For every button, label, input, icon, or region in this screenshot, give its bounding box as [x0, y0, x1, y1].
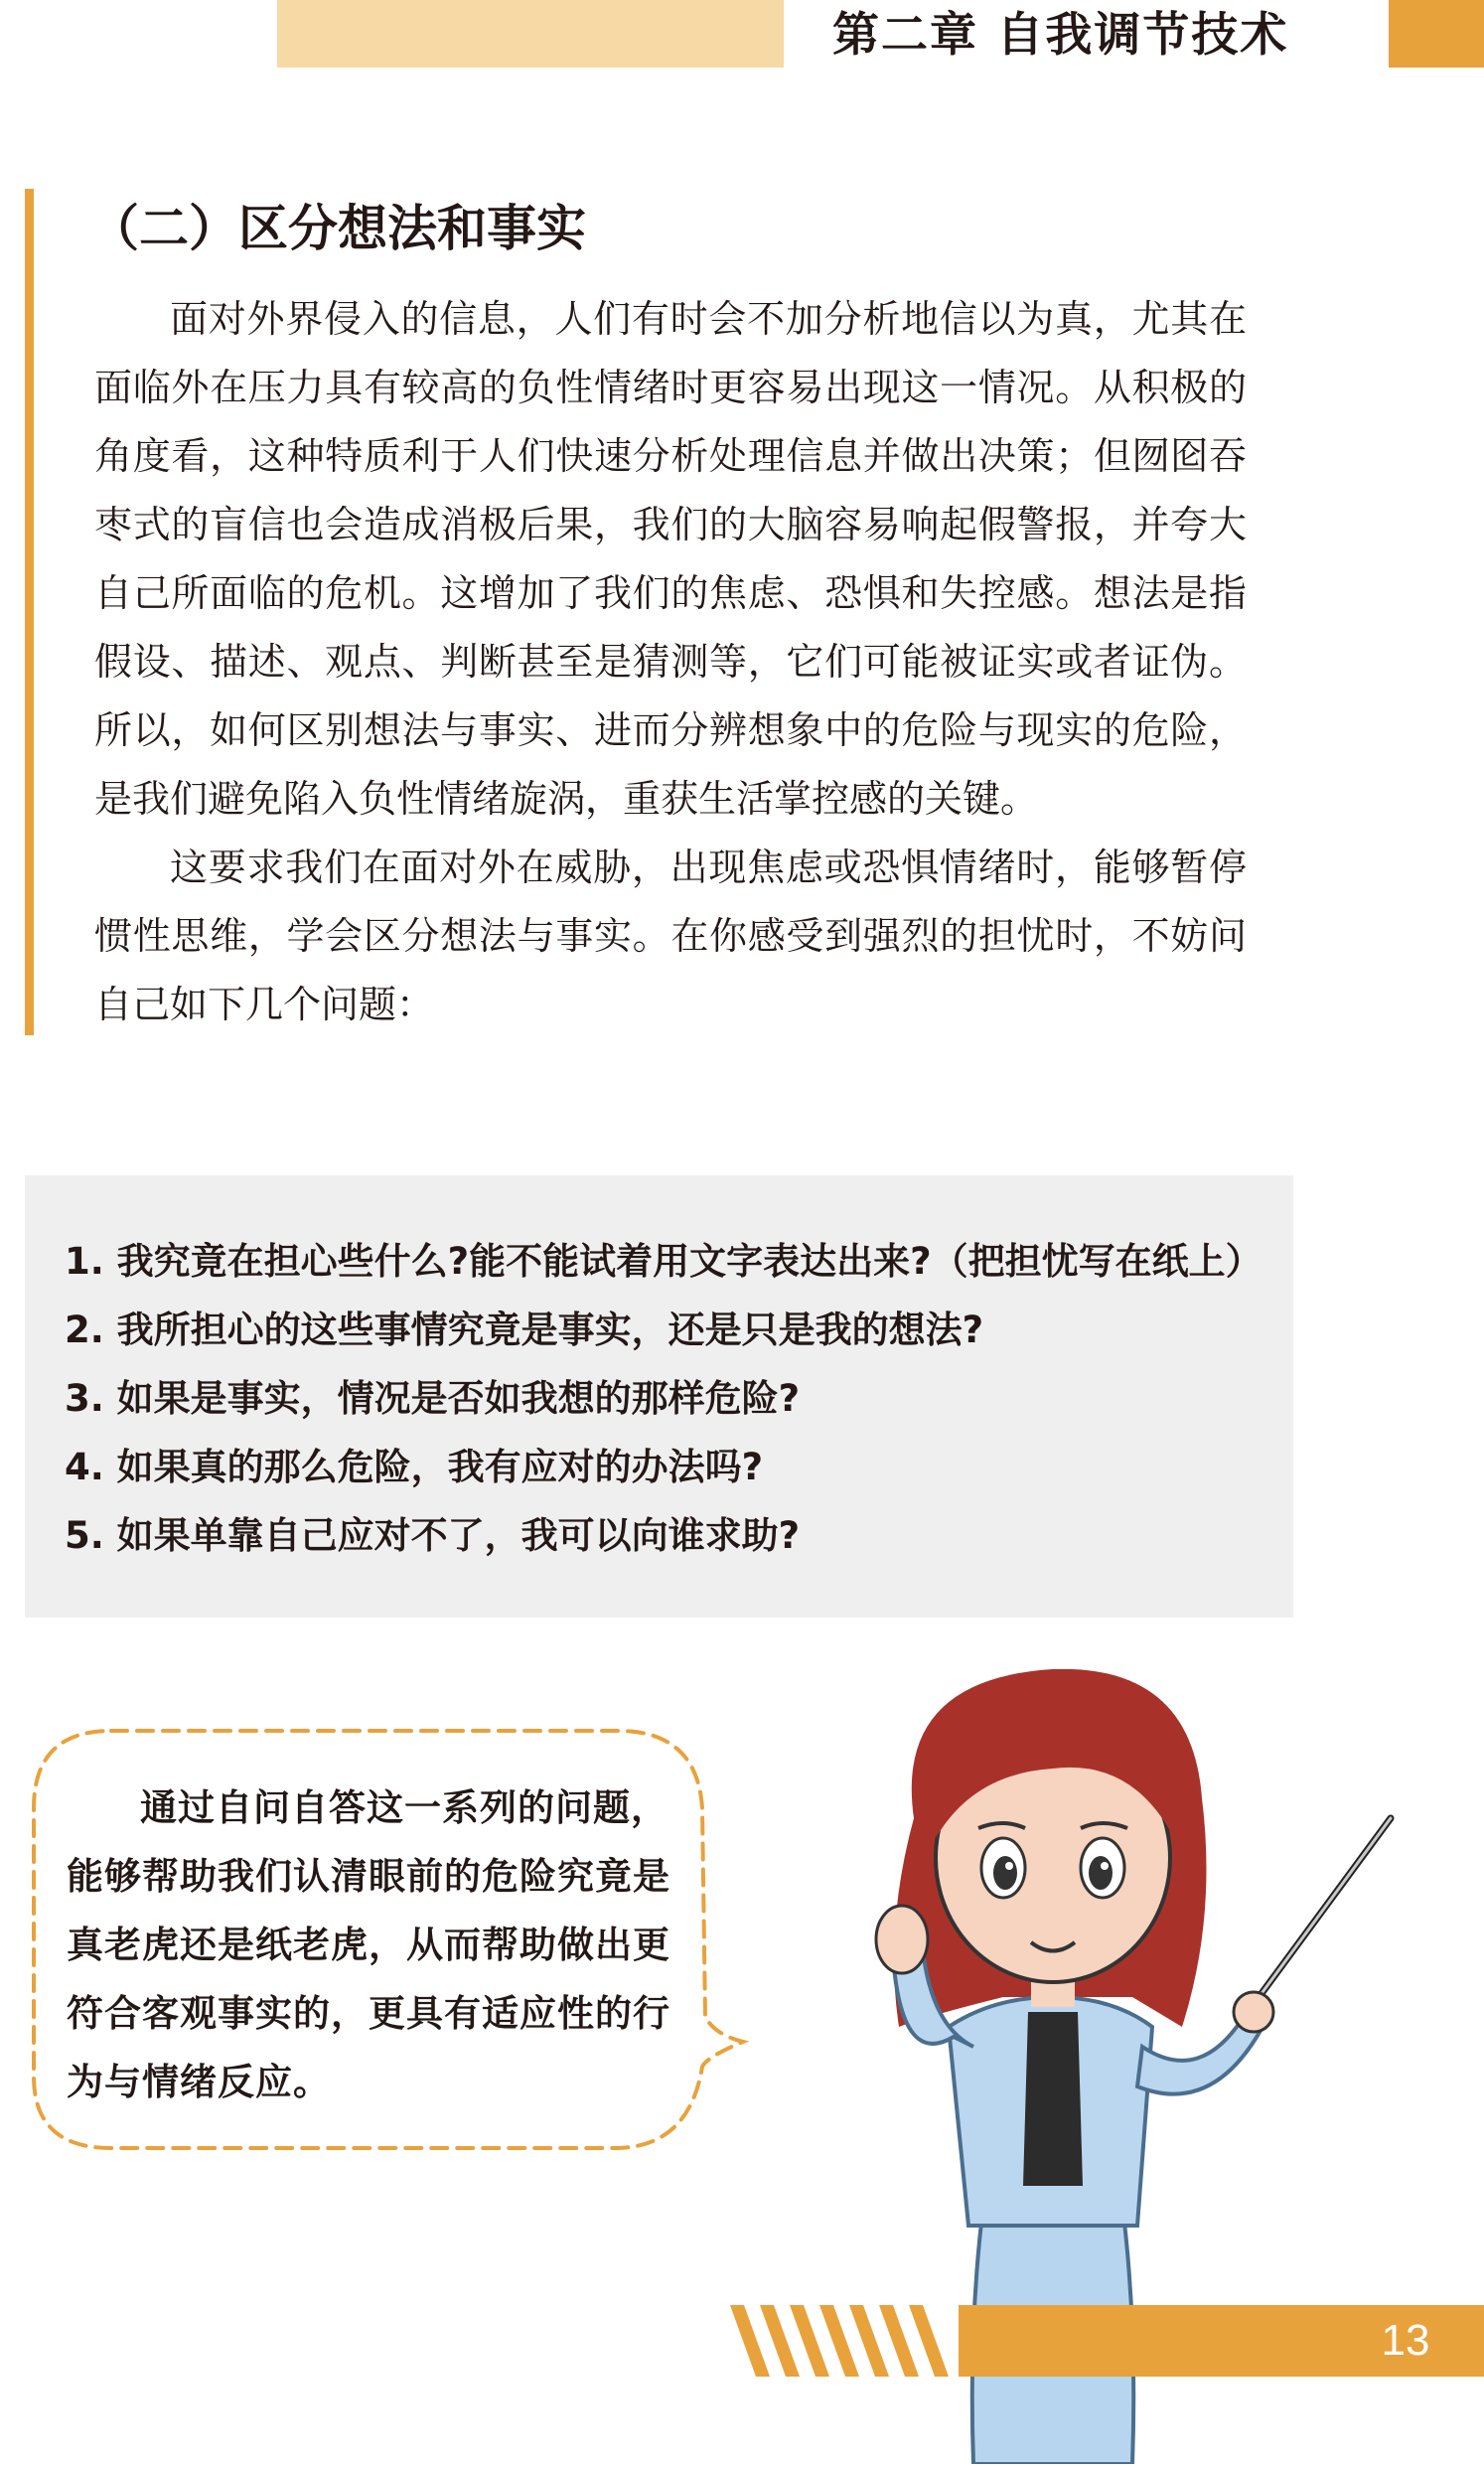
speech-bubble-text: 通过自问自答这一系列的问题，能够帮助我们认清眼前的危险究竟是真老虎还是纸老虎，从而帮助做出更符合客观事实的，更具有适应性的行为与情绪反应。	[67, 1786, 670, 2103]
section-heading: （二）区分想法和事实	[89, 200, 586, 257]
header-accent-bar-left	[277, 0, 784, 68]
question-item: 3. 如果是事实，情况是否如我想的那样危险?	[65, 1377, 801, 1420]
chapter-title: 第二章 自我调节技术	[832, 8, 1289, 63]
question-item: 2. 我所担心的这些事情究竟是事实，还是只是我的想法?	[65, 1309, 984, 1351]
section-side-rule	[25, 189, 34, 1035]
body-text	[94, 285, 1247, 1039]
header-accent-bar-right	[1389, 0, 1484, 68]
question-box	[25, 1175, 1293, 1618]
question-item: 5. 如果单靠自己应对不了，我可以向谁求助?	[65, 1514, 801, 1557]
question-list	[65, 1227, 1286, 1570]
question-item: 1. 我究竟在担心些什么?能不能试着用文字表达出来?（把担忧写在纸上）	[65, 1240, 1262, 1283]
speech-bubble	[22, 1719, 752, 2166]
question-item: 4. 如果真的那么危险，我有应对的办法吗?	[65, 1446, 764, 1488]
body-paragraph: 面对外界侵入的信息，人们有时会不加分析地信以为真，尤其在面临外在压力具有较高的负性情绪时更容易出现这一情况。从积极的角度看，这种特质利于人们快速分析处理信息并做出决策；但囫囵吞枣式的盲信也会造成消极后果，我们的大脑容易响起假警报，并夸大自己所面临的危机。这增加了我们的焦虑、恐惧和失控感。想法是指假设、描述、观点、判断甚至是猜测等，它们可能被证实或者证伪。所以，如何区别想法与事实、进而分辨想象中的危险与现实的危险，是我们避免陷入负性情绪旋涡，重获生活掌控感的关键。	[94, 297, 1247, 821]
body-paragraph: 这要求我们在面对外在威胁，出现焦虑或恐惧情绪时，能够暂停惯性思维，学会区分想法与事实。在你感受到强烈的担忧时，不妨问自己如下几个问题：	[94, 846, 1247, 1026]
page-number: 13	[1381, 2316, 1430, 2365]
footer-stripes	[730, 2305, 988, 2377]
